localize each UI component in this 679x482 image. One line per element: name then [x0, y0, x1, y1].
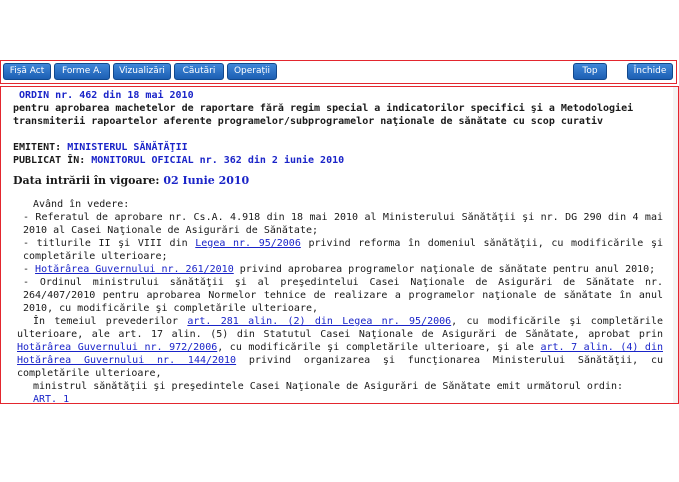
paragraph-temeiul: În temeiul prevederilor art. 281 alin. (2) din Legea nr. 95/2006, cu modificările şi completările ulterioare, ale art. 17 alin. (5) din Statutul Casei Naţionale de Asigurări de Sănătate, aprobat prin Hotărârea Guvernului nr. 972/2006, cu modificările şi completările ulterioare, şi ale art. 7 alin. (4) din Hotărârea Guvernului nr. 144/2010 privind organizarea şi funcţionarea Ministerului Sănătăţii, cu completările ulterioare,	[17, 316, 663, 379]
publicat-value: MONITORUL OFICIAL nr. 362 din 2 iunie 2010	[91, 155, 345, 166]
paragraph-ordinul: - Ordinul ministrului sănătăţii şi al preşedintelui Casei Naţionale de Asigurări de Sănătate nr. 264/407/2010 pentru aprobarea Normelor tehnice de realizare a programelor naţionale de sănătate în anul 2010, cu modificările şi completările ulterioare,	[23, 277, 663, 314]
publicat-label: PUBLICAT ÎN:	[13, 155, 86, 166]
link-hg-261-2010[interactable]: Hotărârea Guvernului nr. 261/2010	[35, 264, 234, 275]
link-legea-95-2006[interactable]: Legea nr. 95/2006	[195, 238, 301, 249]
emitent-label: EMITENT:	[13, 142, 62, 153]
cautari-button[interactable]: Căutări	[174, 63, 224, 80]
emitent-line	[13, 141, 663, 154]
paragraph-titlurile: - titlurile II şi VIII din Legea nr. 95/2006 privind reforma în domeniul sănătăţii, cu modificările şi completările ulterioare;	[23, 238, 663, 262]
top-button[interactable]: Top	[573, 63, 607, 80]
document-viewer[interactable]	[0, 86, 679, 404]
toolbar	[0, 60, 677, 84]
paragraph-emit-ordin: ministrul sănătăţii şi preşedintele Casei Naţionale de Asigurări de Sănătate emit următorul ordin:	[33, 381, 624, 392]
paragraph-hg-261: - Hotărârea Guvernului nr. 261/2010 privind aprobarea programelor naţionale de sănătate pentru anul 2010;	[23, 264, 656, 275]
fisa-act-button[interactable]: Fișă Act	[3, 63, 51, 80]
doc-subtitle: pentru aprobarea machetelor de raportare fără regim special a indicatorilor specifici şi a Metodologiei transmiterii rapoartelor aferente programelor/subprogramelor naţionale de sănătate cu scop curativ	[13, 103, 634, 127]
link-art-7-hg-144[interactable]: art. 7 alin. (4) din Hotărârea Guvernului nr. 144/2010	[17, 342, 663, 366]
close-button[interactable]: Închide	[627, 63, 673, 80]
vigoare-value: 02 Iunie 2010	[163, 174, 250, 187]
scrollbar[interactable]	[673, 87, 678, 403]
vizualizari-button[interactable]: Vizualizări	[113, 63, 171, 80]
paragraph-referat: - Referatul de aprobare nr. Cs.A. 4.918 din 18 mai 2010 al Ministerului Sănătăţii şi nr. DG 290 din 4 mai 2010 al Casei Naţionale de Asigurări de Sănătate;	[23, 212, 663, 236]
forme-button[interactable]: Forme A.	[54, 63, 110, 80]
art-1-heading: ART. 1	[33, 394, 70, 404]
avand-in-vedere: Având în vedere:	[33, 199, 130, 210]
link-hg-972-2006[interactable]: Hotărârea Guvernului nr. 972/2006	[17, 342, 218, 353]
vigoare-line	[13, 174, 663, 188]
link-art-281[interactable]: art. 281 alin. (2) din Legea nr. 95/2006	[187, 316, 452, 327]
document	[13, 89, 663, 404]
vigoare-label: Data intrării în vigoare:	[13, 174, 160, 187]
publicat-line	[13, 154, 663, 167]
doc-title: ORDIN nr. 462 din 18 mai 2010	[19, 90, 194, 101]
emitent-value: MINISTERUL SĂNĂTĂŢII	[67, 142, 188, 153]
operatii-button[interactable]: Operații	[227, 63, 277, 80]
